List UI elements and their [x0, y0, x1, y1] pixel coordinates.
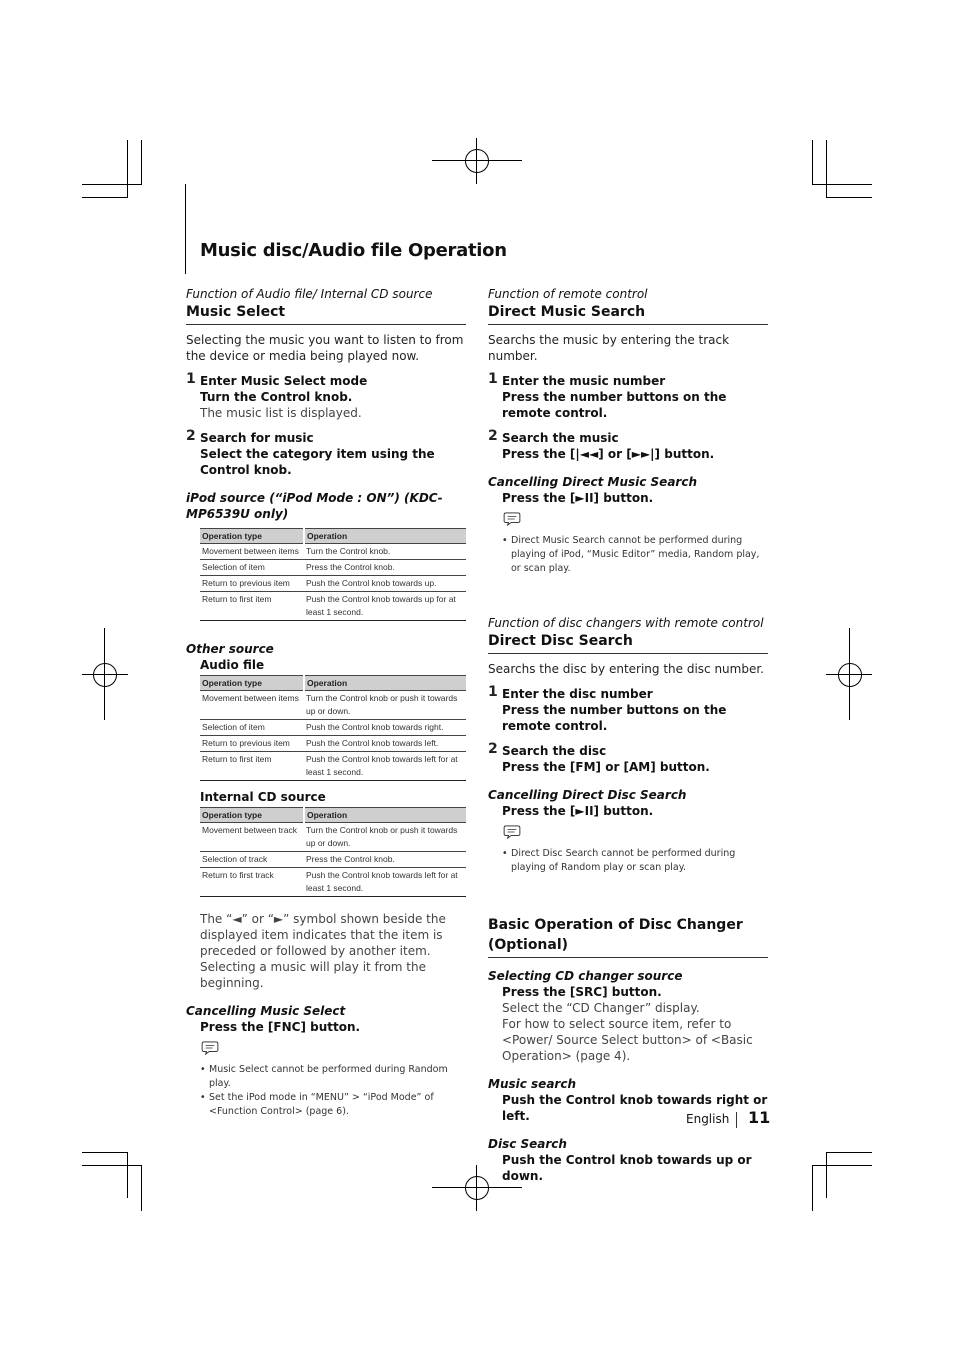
- section-title: Direct Disc Search: [488, 632, 768, 654]
- table-cell: Push the Control knob towards up.: [304, 576, 466, 592]
- table-cell: Push the Control knob towards right.: [304, 720, 466, 736]
- select-reference: For how to select source item, refer to <Power/ Source Select button> of <Basic Operation> (page 4).: [502, 1017, 753, 1063]
- disc-search-action: Push the Control knob towards up or down.: [502, 1153, 752, 1183]
- music-search-action: Push the Control knob towards right or left.: [502, 1093, 768, 1123]
- table-cell: Push the Control knob towards up for at least 1 second.: [304, 592, 466, 621]
- audio-file-operation-table: [200, 675, 466, 781]
- internal-cd-label: Internal CD source: [200, 790, 326, 804]
- table-cell: Press the Control knob.: [304, 852, 466, 868]
- page-number: 11: [748, 1108, 771, 1127]
- table-row: [200, 736, 466, 752]
- table-cell: Return to previous item: [200, 736, 304, 752]
- step-2: [186, 430, 466, 478]
- music-search-heading: Music search: [488, 1077, 576, 1091]
- step-title: Search the disc: [502, 744, 607, 758]
- table-header: Operation: [304, 529, 466, 544]
- table-header: Operation type: [200, 808, 304, 823]
- step-1: [488, 373, 768, 421]
- table-cell: Push the Control knob towards left for at least 1 second.: [304, 752, 466, 781]
- table-cell: Return to first item: [200, 752, 304, 781]
- disc-search-heading: Disc Search: [488, 1137, 567, 1151]
- table-cell: Press the Control knob.: [304, 560, 466, 576]
- table-row: [200, 592, 466, 621]
- step-action: Select the category item using the Control knob.: [200, 447, 435, 477]
- table-cell: Return to previous item: [200, 576, 304, 592]
- step-title: Enter the disc number: [502, 687, 653, 701]
- step-action: Press the [|◄◄] or [►►|] button.: [502, 447, 715, 461]
- step-title: Enter Music Select mode: [200, 374, 368, 388]
- table-row: [200, 752, 466, 781]
- direct-music-search-section: [488, 287, 768, 576]
- section-intro: Selecting the music you want to listen to from the device or media being played now.: [186, 333, 464, 363]
- audio-file-label: Audio file: [200, 658, 265, 672]
- cancel-action: Press the [FNC] button.: [200, 1020, 361, 1034]
- step-1: [186, 373, 466, 421]
- table-cell: Push the Control knob towards left.: [304, 736, 466, 752]
- cancel-music-select-heading: Cancelling Music Select: [186, 1004, 346, 1018]
- table-cell: Push the Control knob towards left for at least 1 second.: [304, 868, 466, 897]
- section-title: Music Select: [186, 303, 466, 325]
- table-cell: Turn the Control knob or push it towards up or down.: [304, 823, 466, 852]
- table-header: Operation: [304, 808, 466, 823]
- select-cd-changer-heading: Selecting CD changer source: [488, 969, 683, 983]
- ipod-operation-table: [200, 528, 466, 621]
- table-cell: Return to first track: [200, 868, 304, 897]
- function-label: Function of Audio file/ Internal CD source: [186, 287, 433, 301]
- step-action: Turn the Control knob.: [200, 390, 353, 404]
- step-title: Search for music: [200, 431, 314, 445]
- step-action: Press the number buttons on the remote control.: [502, 703, 727, 733]
- table-row: [200, 544, 466, 560]
- notes-list: [502, 534, 768, 576]
- table-cell: Movement between track: [200, 823, 304, 852]
- table-row: [200, 720, 466, 736]
- footer-language: English: [686, 1112, 730, 1126]
- table-row: [200, 560, 466, 576]
- step-number: 1: [488, 684, 498, 700]
- play-note: Selecting a music will play it from the beginning.: [200, 960, 426, 990]
- step-detail: The music list is displayed.: [200, 406, 362, 420]
- step-number: 2: [488, 741, 498, 757]
- symbol-note: The “◄” or “►” symbol shown beside the displayed item indicates that the item is preceded or followed by another item.: [200, 912, 446, 958]
- table-cell: Selection of item: [200, 560, 304, 576]
- step-title: Enter the music number: [502, 374, 666, 388]
- page-title: Music disc/Audio file Operation: [200, 240, 507, 261]
- notes-list: [502, 847, 768, 875]
- function-label: Function of remote control: [488, 287, 648, 301]
- select-action: Press the [SRC] button.: [502, 985, 662, 999]
- table-cell: Movement between items: [200, 691, 304, 720]
- function-label: Function of disc changers with remote control: [488, 616, 764, 630]
- step-number: 2: [186, 428, 196, 444]
- step-number: 2: [488, 428, 498, 444]
- note-icon: [200, 1041, 220, 1055]
- table-row: [200, 823, 466, 852]
- right-column: [488, 287, 771, 1184]
- ipod-source-heading: iPod source (“iPod Mode : ON”) (KDC-MP6539U only): [186, 491, 443, 521]
- note-icon: [502, 825, 522, 839]
- table-cell: Movement between items: [200, 544, 304, 560]
- basic-disc-changer-section: [488, 915, 771, 1184]
- table-cell: Turn the Control knob.: [304, 544, 466, 560]
- music-select-section: [186, 287, 466, 1119]
- title-rule: [185, 184, 186, 274]
- step-1: [488, 686, 768, 734]
- step-2: [488, 430, 768, 462]
- table-row: [200, 691, 466, 720]
- internal-cd-operation-table: [200, 807, 466, 897]
- table-cell: Selection of track: [200, 852, 304, 868]
- note-item: • Set the iPod mode in “MENU” > “iPod Mode” of <Function Control> (page 6).: [200, 1091, 466, 1119]
- step-action: Press the number buttons on the remote control.: [502, 390, 727, 420]
- note-item: • Direct Disc Search cannot be performed during playing of Random play or scan play.: [502, 847, 768, 875]
- footer-separator: [736, 1112, 737, 1128]
- step-action: Press the [FM] or [AM] button.: [502, 760, 710, 774]
- section-intro: Searchs the disc by entering the disc number.: [488, 662, 764, 676]
- cancel-direct-disc-heading: Cancelling Direct Disc Search: [488, 788, 687, 802]
- step-title: Search the music: [502, 431, 619, 445]
- note-icon: [502, 512, 522, 526]
- table-header: Operation type: [200, 676, 304, 691]
- section-intro: Searchs the music by entering the track number.: [488, 333, 730, 363]
- select-detail: Select the “CD Changer” display.: [502, 1001, 700, 1015]
- step-2: [488, 743, 768, 775]
- cancel-action: Press the [►II] button.: [502, 491, 654, 505]
- table-cell: Turn the Control knob or push it towards up or down.: [304, 691, 466, 720]
- notes-list: [200, 1063, 466, 1119]
- table-header: Operation type: [200, 529, 304, 544]
- step-number: 1: [186, 371, 196, 387]
- note-item: • Music Select cannot be performed during Random play.: [200, 1063, 466, 1091]
- section-title: Direct Music Search: [488, 303, 768, 325]
- table-cell: Return to first item: [200, 592, 304, 621]
- note-item: • Direct Music Search cannot be performed during playing of iPod, “Music Editor” media, Random play, or scan play.: [502, 534, 768, 576]
- table-cell: Selection of item: [200, 720, 304, 736]
- cancel-direct-music-heading: Cancelling Direct Music Search: [488, 475, 697, 489]
- table-row: [200, 576, 466, 592]
- table-header: Operation: [304, 676, 466, 691]
- table-row: [200, 868, 466, 897]
- table-row: [200, 852, 466, 868]
- other-source-heading: Other source: [186, 642, 274, 656]
- direct-disc-search-section: [488, 616, 768, 875]
- step-number: 1: [488, 371, 498, 387]
- section-title: Basic Operation of Disc Changer (Optional): [488, 915, 768, 958]
- cancel-action: Press the [►II] button.: [502, 804, 654, 818]
